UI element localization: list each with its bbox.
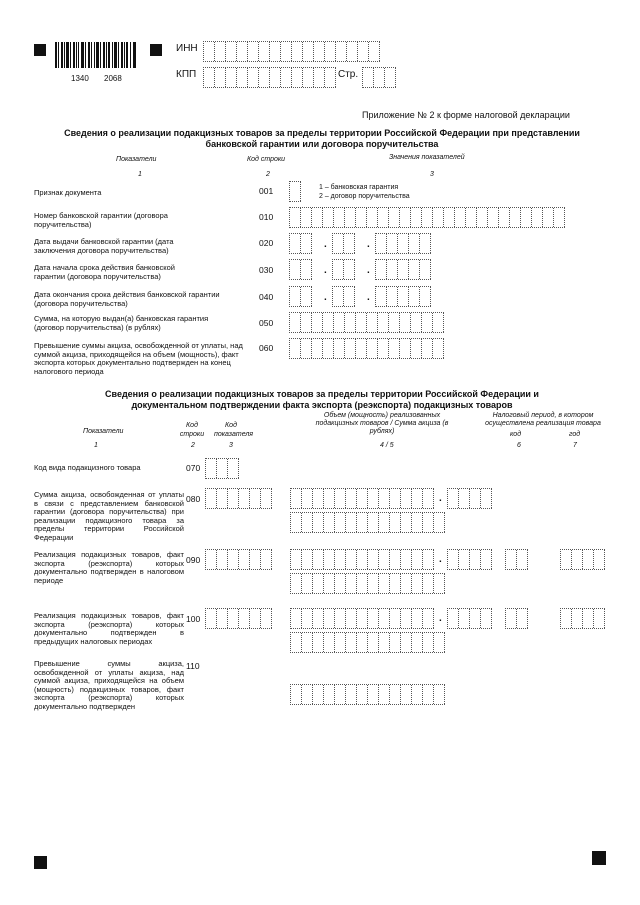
s2-col-volume: Объем (мощность) реализованных подакцизных товаров / Сумма акциза (в рублях) [315, 412, 449, 435]
decimal-separator: . [439, 554, 442, 565]
row-090-amount-field[interactable] [290, 573, 445, 594]
issue-date-month[interactable] [332, 233, 355, 254]
inn-label: ИНН [176, 43, 198, 54]
s2-row-100-label: Реализация подакцизных товаров, факт экспорта (реэкспорта) которых документально подтвержден в предыдущих налоговых периодах [34, 611, 184, 646]
s1-row-030-code: 030 [259, 265, 274, 275]
appendix-title: Приложение № 2 к форме налоговой декларации [362, 110, 570, 120]
barcode-number-left: 1340 [71, 74, 89, 83]
s1-row-040-code: 040 [259, 292, 274, 302]
issue-date-day[interactable] [289, 233, 312, 254]
row-090-volume-field[interactable] [290, 549, 434, 570]
s1-row-010-label: Номер банковской гарантии (договора поручительства) [34, 211, 168, 229]
s2-colnum-6: 6 [517, 442, 521, 449]
date-separator: . [367, 265, 370, 276]
row-100-period-year[interactable] [560, 608, 605, 629]
s2-col-period: Налоговый период, в котором осуществлена реализация товара [485, 412, 601, 427]
s2-col-indicators: Показатели [83, 428, 124, 435]
page-label: Стр. [338, 69, 359, 80]
row-090-volume-decimal[interactable] [447, 549, 492, 570]
s2-col-code-row: Код строки [179, 422, 205, 438]
row-080-indicator-code[interactable] [205, 488, 272, 509]
row-090-indicator-code[interactable] [205, 549, 272, 570]
doc-type-field[interactable] [289, 181, 301, 202]
page-number-field[interactable] [362, 67, 396, 88]
s1-row-050-label: Сумма, на которую выдан(а) банковская гарантия (договор поручительства) (в рублях) [34, 314, 209, 332]
s2-row-110-label: Превышение суммы акциза, освобожденной от уплаты акциза, над суммой акциза, приходящейся на объем (мощность) подакцизных товаров, факт экспорта (реэкспорта) которых документально подтвержден [34, 659, 184, 711]
row-100-amount-field[interactable] [290, 632, 445, 653]
decimal-separator: . [439, 613, 442, 624]
barcode-number-right: 2068 [104, 74, 122, 83]
barcode-image [55, 42, 137, 76]
registration-mark-bottom-left [34, 856, 47, 869]
start-date-month[interactable] [332, 259, 355, 280]
s2-colnum-7: 7 [573, 442, 577, 449]
s1-row-010-code: 010 [259, 212, 274, 222]
excess-amount-field[interactable] [289, 338, 444, 359]
registration-mark-top-left [34, 44, 46, 56]
row-110-amount-field[interactable] [290, 684, 445, 705]
s2-row-070-label: Код вида подакцизного товара [34, 463, 141, 472]
s2-row-090-label: Реализация подакцизных товаров, факт экспорта (реэкспорта) которых документально подтвержден в налоговом периоде [34, 550, 184, 585]
start-date-year[interactable] [375, 259, 431, 280]
row-080-volume-field[interactable] [290, 488, 434, 509]
section2-title: Сведения о реализации подакцизных товаров за пределы территории Российской Федерации и документальном подтверждении факта экспорта (реэкспорта) подакцизных товаров [105, 389, 539, 410]
decimal-separator: . [439, 493, 442, 504]
s1-row-001-label: Признак документа [34, 188, 102, 197]
guarantee-amount-field[interactable] [289, 312, 444, 333]
s2-row-070-code: 070 [186, 463, 201, 473]
kpp-label: КПП [176, 69, 197, 80]
s1-row-001-code: 001 [259, 186, 274, 196]
row-090-period-year[interactable] [560, 549, 605, 570]
s2-col-period-code: код [510, 431, 522, 438]
s1-row-020-label: Дата выдачи банковской гарантии (дата заключения договора поручительства) [34, 237, 174, 255]
doc-option-2: 2 – договор поручительства [319, 193, 410, 200]
s1-row-020-code: 020 [259, 238, 274, 248]
s2-colnum-1: 1 [94, 442, 98, 449]
s2-col-code-indicator: Код показателя [214, 422, 254, 438]
product-type-code-field[interactable] [205, 458, 239, 479]
end-date-year[interactable] [375, 286, 431, 307]
end-date-month[interactable] [332, 286, 355, 307]
row-100-volume-field[interactable] [290, 608, 434, 629]
date-separator: . [324, 265, 327, 276]
s1-col-code: Код строки [247, 156, 286, 163]
row-100-volume-decimal[interactable] [447, 608, 492, 629]
date-separator: . [367, 239, 370, 250]
registration-mark-bottom-right [592, 851, 606, 865]
registration-mark-top-right [150, 44, 162, 56]
issue-date-year[interactable] [375, 233, 431, 254]
kpp-field[interactable] [203, 67, 336, 88]
inn-field[interactable] [203, 41, 380, 62]
section1-title: Сведения о реализации подакцизных товаров за пределы территории Российской Федерации при представлении банковской гарантии или договора поручительства [64, 128, 580, 149]
s2-row-100-code: 100 [186, 614, 201, 624]
row-100-period-code[interactable] [505, 608, 528, 629]
s2-colnum-3: 3 [229, 442, 233, 449]
s1-row-030-label: Дата начала срока действия банковской гарантии (договора поручительства) [34, 263, 175, 281]
start-date-day[interactable] [289, 259, 312, 280]
s2-row-090-code: 090 [186, 555, 201, 565]
s2-row-080-code: 080 [186, 494, 201, 504]
date-separator: . [324, 239, 327, 250]
end-date-day[interactable] [289, 286, 312, 307]
row-100-indicator-code[interactable] [205, 608, 272, 629]
s1-row-060-code: 060 [259, 343, 274, 353]
s2-colnum-2: 2 [191, 442, 195, 449]
s1-colnum-2: 2 [266, 171, 270, 178]
s2-row-080-label: Сумма акциза, освобожденная от уплаты в связи с представлением банковской гарантии (договора поручительства) при реализации подакцизного товара за пределы территории Российской Федерации [34, 490, 184, 542]
row-080-volume-decimal[interactable] [447, 488, 492, 509]
date-separator: . [324, 292, 327, 303]
s1-colnum-3: 3 [430, 171, 434, 178]
guarantee-number-field[interactable] [289, 207, 565, 228]
s2-row-110-code: 110 [186, 661, 200, 671]
s1-row-060-label: Превышение суммы акциза, освобожденной от уплаты, над суммой акциза, приходящейся на объем (мощность), факт экспорта которых документально подтвержден на конец налогового периода [34, 341, 243, 376]
s1-col-values: Значения показателей [389, 154, 465, 161]
s1-row-040-label: Дата окончания срока действия банковской гарантии (договора поручительства) [34, 290, 220, 308]
s1-colnum-1: 1 [138, 171, 142, 178]
s1-col-indicators: Показатели [116, 156, 157, 163]
doc-option-1: 1 – банковская гарантия [319, 184, 399, 191]
date-separator: . [367, 292, 370, 303]
row-090-period-code[interactable] [505, 549, 528, 570]
s1-row-050-code: 050 [259, 318, 274, 328]
s2-colnum-45: 4 / 5 [380, 442, 394, 449]
row-080-amount-field[interactable] [290, 512, 445, 533]
s2-col-period-year: год [569, 431, 581, 438]
